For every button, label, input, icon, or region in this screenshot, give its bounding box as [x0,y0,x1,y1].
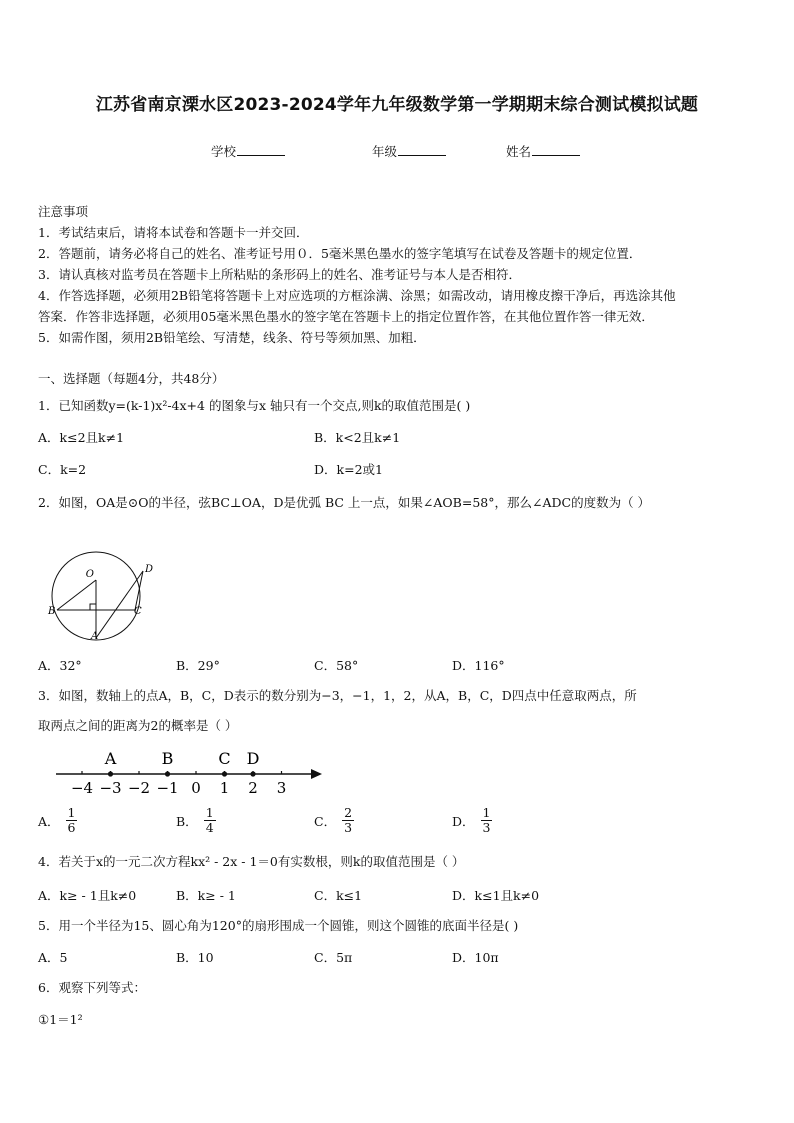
axis-arrow [311,769,322,779]
q2-option-a: A．32° [38,658,82,673]
axis-tick-label: −3 [99,779,122,797]
question-3-stem: 3．如图，数轴上的点A，B，C，D表示的数分别为−3，−1，1，2，从A，B，C，D四点中任意取两点，所 [38,688,637,703]
school-blank [237,143,285,156]
numerator: 2 [344,805,353,820]
axis-tick-label: −2 [127,779,151,797]
q5-option-d: D．10π [452,950,499,965]
school-field [211,142,285,160]
axis-tick-label: 1 [219,779,230,797]
q2-option-b: B．29° [176,658,220,673]
q3-option-c-label: C． [314,813,337,829]
name-label: 姓名 [506,144,532,159]
notice-item: 2．答题前，请务必将自己的姓名、准考证号用０．5毫米黑色墨水的签字笔填写在试卷及答题卡的规定位置． [38,246,642,261]
q3-option-d-fraction [481,806,493,835]
q1-option-c: C．k=2 [38,462,87,477]
notice-item: 4．作答选择题，必须用2B铅笔将答题卡上对应选项的方框涂满、涂黑；如需改动，请用橡皮擦干净后，再选涂其他 [38,288,676,303]
axis-tick-label: 0 [191,779,201,797]
q3-option-a [38,806,77,835]
q3-number-line [52,742,327,798]
label-o: O [85,569,94,580]
q2-option-d: D．116° [452,658,505,673]
point-label-a: A [104,749,117,768]
numerator: 1 [482,805,491,820]
name-field [506,142,580,160]
question-2-stem: 2．如图，OA是⊙O的半径，弦BC⊥OA，D是优弧 BC 上一点，如果∠AOB=58°，那么∠ADC的度数为（ ） [38,495,651,510]
label-c: C [134,606,142,617]
q3-option-d-label: D． [452,813,475,829]
q5-option-b: B．10 [176,950,214,965]
numerator: 1 [205,805,214,820]
point-b [165,771,170,776]
numerator: 1 [67,805,76,820]
q4-option-d: D．k≤1且k≠0 [452,888,540,903]
denominator: 4 [205,820,214,835]
point-d [250,771,255,776]
label-a: A [91,631,99,642]
notice-item: 答案．作答非选择题，必须用05毫米黑色墨水的签字笔在答题卡上的指定位置作答，在其他位置作答一律无效． [38,309,654,324]
grade-field [372,142,446,160]
axis-tick-label: −4 [70,779,94,797]
axis-tick-label: 3 [276,779,287,797]
notice-item: 5．如需作图，须用2B铅笔绘、写清楚，线条、符号等须加黑、加粗． [38,330,426,345]
q3-option-c [314,806,354,835]
school-label: 学校 [211,144,237,159]
q1-option-b: B．k<2且k≠1 [314,430,401,445]
label-b: B [48,606,56,617]
point-label-d: D [246,749,260,768]
right-angle-mark [90,604,96,610]
label-d: D [145,564,154,575]
question-5-stem: 5．用一个半径为15、圆心角为120°的扇形围成一个圆锥，则这个圆锥的底面半径是( ) [38,918,519,933]
q3-option-c-fraction [342,806,354,835]
q6-equation-1: ①1＝1² [38,1012,83,1027]
q5-option-c: C．5π [314,950,353,965]
point-c [222,771,227,776]
axis-tick-label: −1 [156,779,179,797]
notice-item: 3．请认真核对监考员在答题卡上所粘贴的条形码上的姓名、准考证号与本人是否相符． [38,267,521,282]
axis-tick-label: 2 [248,779,258,797]
q2-option-c: C．58° [314,658,359,673]
q3-option-b-label: B． [176,813,198,829]
q2-circle-figure [44,550,164,650]
point-a [108,771,113,776]
q1-option-a: A．k≤2且k≠1 [38,430,125,445]
q3-option-d [452,806,492,835]
question-4-stem: 4．若关于x的一元二次方程kx² - 2x - 1＝0有实数根，则k的取值范围是（ ） [38,854,465,869]
q3-option-b [176,806,216,835]
point-label-c: C [218,749,231,768]
grade-label: 年级 [372,144,398,159]
q4-option-b: B．k≥ - 1 [176,888,236,903]
notice-heading: 注意事项 [38,204,89,219]
q5-option-a: A．5 [38,950,68,965]
q1-option-d: D．k=2或1 [314,462,383,477]
denominator: 3 [344,820,353,835]
grade-blank [398,143,446,156]
exam-title: 江苏省南京溧水区2023-2024学年九年级数学第一学期期末综合测试模拟试题 [95,95,699,115]
question-6-stem: 6．观察下列等式： [38,980,146,995]
point-label-b: B [161,749,174,768]
q3-option-a-label: A． [38,813,60,829]
denominator: 6 [67,820,76,835]
q4-option-a: A．k≥ - 1且k≠0 [38,888,137,903]
q3-option-a-fraction [66,806,78,835]
question-1-stem: 1．已知函数y=(k-1)x²-4x+4 的图象与x 轴只有一个交点,则k的取值范围是( ) [38,398,471,413]
denominator: 3 [482,820,491,835]
question-3-stem-cont: 取两点之间的距离为2的概率是（ ） [38,718,238,733]
q4-option-c: C．k≤1 [314,888,363,903]
notice-item: 1．考试结束后，请将本试卷和答题卡一并交回． [38,225,309,240]
q3-option-b-fraction [204,806,216,835]
section-heading: 一、选择题（每题4分，共48分） [38,371,225,386]
name-blank [532,143,580,156]
